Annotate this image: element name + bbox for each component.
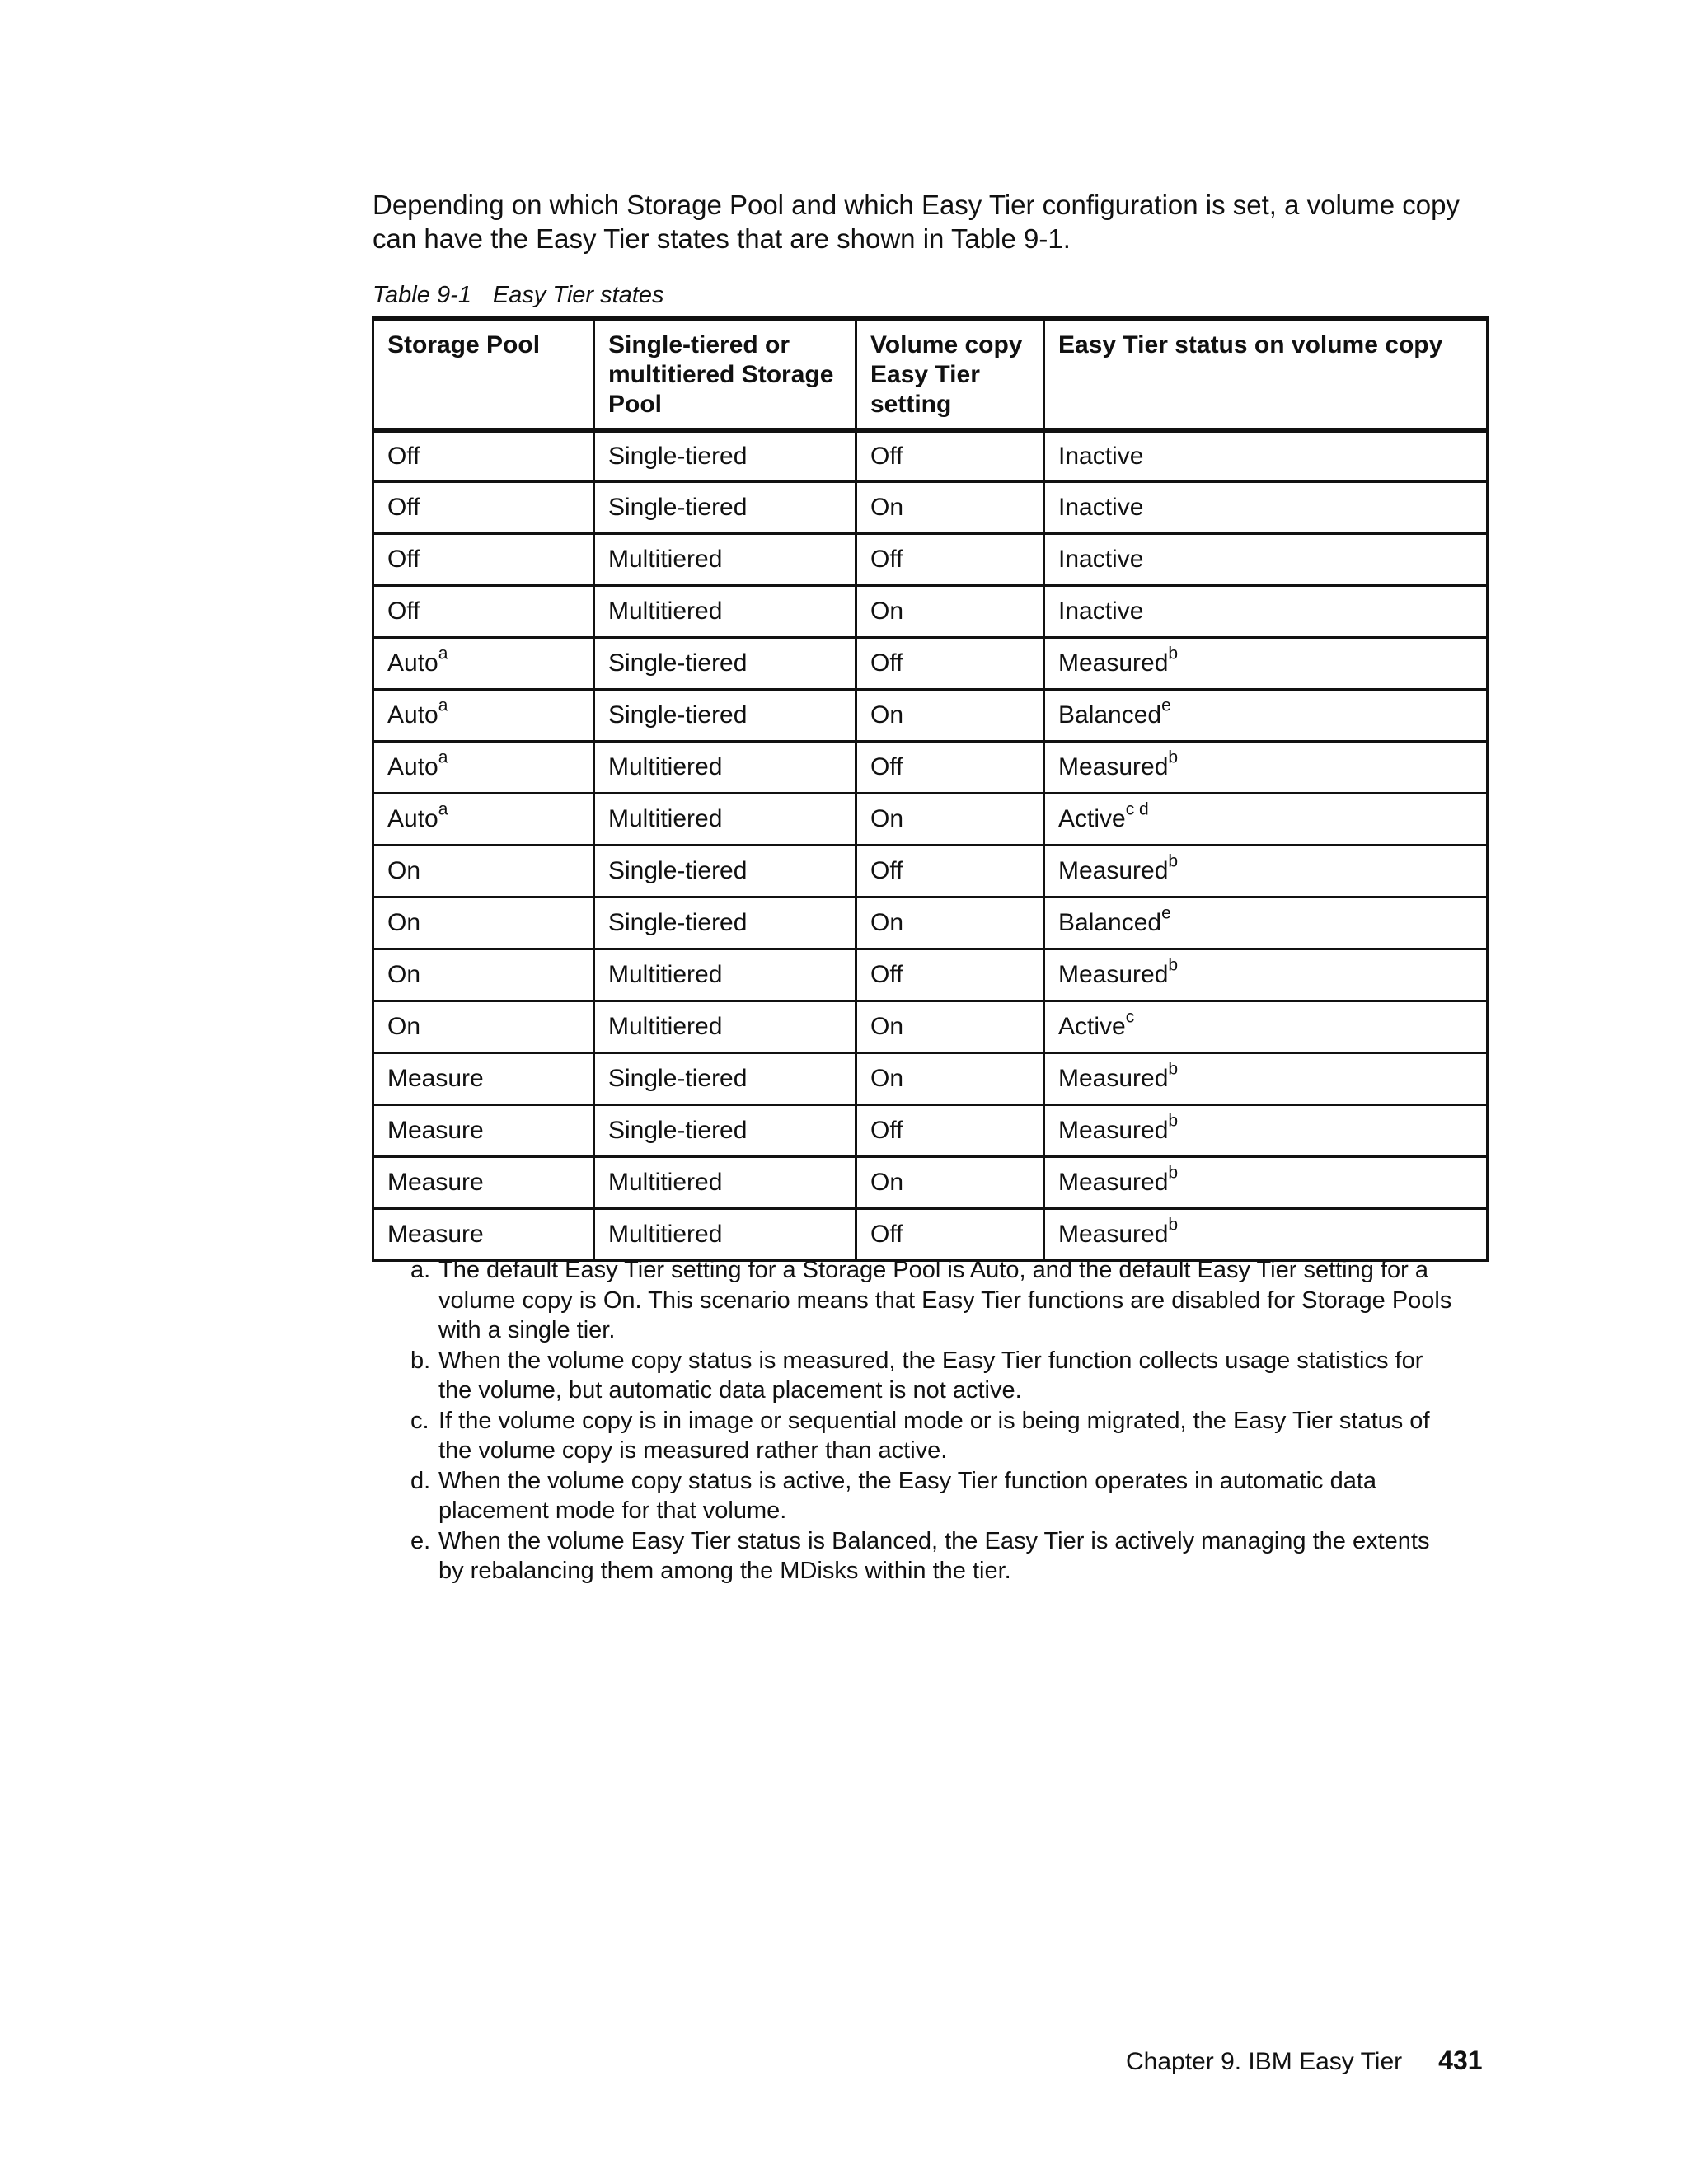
cell-text: Measure (387, 1221, 484, 1248)
footnote-marker: e (1161, 696, 1171, 715)
cell-volume-copy-setting (856, 430, 1044, 482)
footnote-marker: c (1125, 1007, 1135, 1027)
cell-text: On (870, 805, 904, 832)
cell-text: Measured (1058, 1065, 1169, 1092)
footnote-text: When the volume copy status is active, the Easy Tier function operates in automatic data placement mode for that volume. (438, 1467, 1377, 1524)
footnote-letter: a. (410, 1257, 431, 1283)
table-row (373, 638, 1488, 690)
cell-text: On (870, 494, 904, 521)
table-row (373, 846, 1488, 898)
cell-easy-tier-status (1044, 482, 1488, 534)
cell-easy-tier-status (1044, 1105, 1488, 1157)
footnote-marker: e (1161, 903, 1171, 923)
cell-text: Off (870, 649, 903, 677)
cell-text: On (870, 598, 904, 625)
cell-tiering (594, 1053, 856, 1105)
cell-storage-pool (373, 638, 594, 690)
cell-text: Off (870, 1117, 903, 1144)
cell-storage-pool (373, 534, 594, 586)
footnote-item (410, 1466, 1457, 1526)
table-row (373, 742, 1488, 794)
table-caption (373, 282, 664, 309)
cell-storage-pool (373, 794, 594, 846)
cell-tiering (594, 949, 856, 1001)
cell-storage-pool (373, 690, 594, 742)
cell-volume-copy-setting (856, 482, 1044, 534)
cell-volume-copy-setting (856, 1209, 1044, 1261)
footnote-marker: b (1168, 1111, 1179, 1131)
cell-text: Measure (387, 1117, 484, 1144)
table-header-row (373, 319, 1488, 430)
cell-volume-copy-setting (856, 1157, 1044, 1209)
cell-text: Active (1058, 1013, 1126, 1040)
cell-tiering (594, 1209, 856, 1261)
cell-storage-pool (373, 846, 594, 898)
table-row (373, 430, 1488, 482)
footnote-text: The default Easy Tier setting for a Storage Pool is Auto, and the default Easy Tier setting for a volume copy is On. This scenario means that Easy Tier functions are disabled for Storage Pools with a single tier. (438, 1257, 1452, 1343)
cell-storage-pool (373, 430, 594, 482)
footnote-item (410, 1406, 1457, 1466)
cell-text: Off (870, 857, 903, 884)
cell-tiering (594, 638, 856, 690)
cell-text: Multitiered (608, 805, 723, 832)
cell-easy-tier-status (1044, 949, 1488, 1001)
cell-tiering (594, 482, 856, 534)
cell-storage-pool (373, 1105, 594, 1157)
table-row (373, 949, 1488, 1001)
cell-tiering (594, 1157, 856, 1209)
cell-text: Measure (387, 1169, 484, 1196)
cell-text: Measured (1058, 857, 1169, 884)
table-row (373, 1157, 1488, 1209)
cell-text: On (387, 857, 421, 884)
cell-text: Inactive (1058, 546, 1144, 573)
cell-text: On (870, 701, 904, 729)
table-row (373, 1209, 1488, 1261)
cell-text: Multitiered (608, 753, 723, 780)
cell-volume-copy-setting (856, 1053, 1044, 1105)
footnote-letter: d. (410, 1467, 431, 1494)
cell-tiering (594, 846, 856, 898)
cell-text: Off (870, 1221, 903, 1248)
cell-tiering (594, 794, 856, 846)
cell-text: Multitiered (608, 1221, 723, 1248)
footnote-item (410, 1255, 1457, 1346)
footnote-letter: b. (410, 1347, 431, 1374)
cell-text: On (870, 909, 904, 936)
cell-text: Measured (1058, 649, 1169, 677)
header-tiering: Single-tiered or multitiered Storage Pool (594, 319, 856, 430)
cell-text: Single-tiered (608, 442, 748, 470)
footnote-item (410, 1346, 1457, 1406)
cell-storage-pool (373, 1001, 594, 1053)
table-row (373, 690, 1488, 742)
footnote-marker: a (438, 748, 448, 767)
cell-text: Off (870, 442, 903, 470)
cell-text: Off (387, 494, 420, 521)
cell-text: Inactive (1058, 494, 1144, 521)
footnote-marker: b (1168, 1163, 1179, 1183)
cell-volume-copy-setting (856, 690, 1044, 742)
cell-text: Measured (1058, 1117, 1169, 1144)
cell-easy-tier-status (1044, 430, 1488, 482)
cell-tiering (594, 1001, 856, 1053)
table-row (373, 1105, 1488, 1157)
cell-text: Off (387, 598, 420, 625)
cell-volume-copy-setting (856, 846, 1044, 898)
cell-easy-tier-status (1044, 846, 1488, 898)
cell-text: Off (870, 753, 903, 780)
cell-text: Off (870, 546, 903, 573)
cell-text: Off (387, 442, 420, 470)
cell-text: On (870, 1013, 904, 1040)
cell-storage-pool (373, 482, 594, 534)
chapter-title: Chapter 9. IBM Easy Tier (1126, 2048, 1403, 2075)
cell-text: Single-tiered (608, 649, 748, 677)
cell-text: Single-tiered (608, 1117, 748, 1144)
header-storage-pool: Storage Pool (373, 319, 594, 430)
cell-text: Inactive (1058, 598, 1144, 625)
cell-tiering (594, 898, 856, 949)
cell-storage-pool (373, 586, 594, 638)
cell-text: Measured (1058, 961, 1169, 988)
easy-tier-states-table (372, 316, 1489, 1262)
cell-text: Off (870, 961, 903, 988)
footnote-letter: e. (410, 1527, 431, 1554)
table-row (373, 794, 1488, 846)
cell-tiering (594, 1105, 856, 1157)
header-volume-copy-setting: Volume copy Easy Tier setting (856, 319, 1044, 430)
cell-text: Measured (1058, 753, 1169, 780)
footnote-text: When the volume Easy Tier status is Balanced, the Easy Tier is actively managing the extents by rebalancing them among the MDisks within the tier. (438, 1527, 1430, 1584)
cell-text: On (387, 961, 421, 988)
cell-easy-tier-status (1044, 534, 1488, 586)
cell-text: Multitiered (608, 961, 723, 988)
cell-easy-tier-status (1044, 1053, 1488, 1105)
footnote-marker: a (438, 644, 448, 663)
cell-tiering (594, 742, 856, 794)
cell-text: Single-tiered (608, 1065, 748, 1092)
header-easy-tier-status: Easy Tier status on volume copy (1044, 319, 1488, 430)
cell-text: Measured (1058, 1221, 1169, 1248)
cell-text: Single-tiered (608, 701, 748, 729)
footnote-text: If the volume copy is in image or sequential mode or is being migrated, the Easy Tier status of the volume copy is measured rather than active. (438, 1407, 1430, 1464)
cell-tiering (594, 586, 856, 638)
table-row (373, 1001, 1488, 1053)
cell-text: Active (1058, 805, 1126, 832)
page-footer (1126, 2046, 1483, 2076)
cell-text: Auto (387, 649, 438, 677)
footnote-marker: a (438, 696, 448, 715)
cell-text: Balanced (1058, 909, 1162, 936)
cell-easy-tier-status (1044, 1209, 1488, 1261)
cell-text: Auto (387, 805, 438, 832)
cell-text: Multitiered (608, 1169, 723, 1196)
cell-volume-copy-setting (856, 1105, 1044, 1157)
cell-easy-tier-status (1044, 794, 1488, 846)
footnote-marker: b (1168, 955, 1179, 975)
footnote-marker: b (1168, 1059, 1179, 1079)
cell-volume-copy-setting (856, 586, 1044, 638)
footnote-marker: a (438, 799, 448, 819)
cell-volume-copy-setting (856, 949, 1044, 1001)
footnote-marker: b (1168, 748, 1179, 767)
cell-storage-pool (373, 949, 594, 1001)
table-caption-label: Table 9-1 (373, 282, 471, 308)
footnote-marker: c d (1125, 799, 1149, 819)
footnote-marker: b (1168, 1215, 1179, 1235)
footnote-marker: b (1168, 851, 1179, 871)
cell-storage-pool (373, 1157, 594, 1209)
cell-easy-tier-status (1044, 1157, 1488, 1209)
footnote-text: When the volume copy status is measured, the Easy Tier function collects usage statistics for the volume, but automatic data placement is not active. (438, 1347, 1423, 1404)
table-row (373, 586, 1488, 638)
cell-text: Multitiered (608, 546, 723, 573)
cell-easy-tier-status (1044, 742, 1488, 794)
cell-easy-tier-status (1044, 1001, 1488, 1053)
cell-text: Auto (387, 701, 438, 729)
cell-text: Off (387, 546, 420, 573)
cell-storage-pool (373, 898, 594, 949)
cell-tiering (594, 690, 856, 742)
table-footnotes (410, 1255, 1457, 1586)
cell-storage-pool (373, 1053, 594, 1105)
cell-text: On (870, 1065, 904, 1092)
intro-paragraph: Depending on which Storage Pool and which Easy Tier configuration is set, a volume copy can have the Easy Tier states that are shown in Table 9-1. (373, 190, 1460, 254)
table-row (373, 534, 1488, 586)
cell-text: Auto (387, 753, 438, 780)
cell-text: Inactive (1058, 442, 1144, 470)
cell-tiering (594, 430, 856, 482)
cell-volume-copy-setting (856, 1001, 1044, 1053)
cell-text: Single-tiered (608, 494, 748, 521)
cell-easy-tier-status (1044, 690, 1488, 742)
table-row (373, 482, 1488, 534)
cell-volume-copy-setting (856, 742, 1044, 794)
cell-volume-copy-setting (856, 794, 1044, 846)
cell-text: On (387, 1013, 421, 1040)
cell-easy-tier-status (1044, 586, 1488, 638)
cell-text: On (387, 909, 421, 936)
table-row (373, 1053, 1488, 1105)
table-body (373, 430, 1488, 1261)
cell-text: Multitiered (608, 598, 723, 625)
cell-text: On (870, 1169, 904, 1196)
cell-text: Measure (387, 1065, 484, 1092)
page-number: 431 (1438, 2046, 1483, 2075)
table-row (373, 898, 1488, 949)
cell-storage-pool (373, 1209, 594, 1261)
cell-text: Measured (1058, 1169, 1169, 1196)
footnote-item (410, 1526, 1457, 1586)
cell-text: Multitiered (608, 1013, 723, 1040)
cell-easy-tier-status (1044, 898, 1488, 949)
cell-text: Single-tiered (608, 909, 748, 936)
cell-volume-copy-setting (856, 638, 1044, 690)
cell-text: Balanced (1058, 701, 1162, 729)
footnote-marker: b (1168, 644, 1179, 663)
cell-storage-pool (373, 742, 594, 794)
cell-volume-copy-setting (856, 898, 1044, 949)
cell-volume-copy-setting (856, 534, 1044, 586)
cell-easy-tier-status (1044, 638, 1488, 690)
footnote-letter: c. (410, 1407, 429, 1434)
table-caption-title: Easy Tier states (492, 282, 664, 308)
cell-tiering (594, 534, 856, 586)
cell-text: Single-tiered (608, 857, 748, 884)
